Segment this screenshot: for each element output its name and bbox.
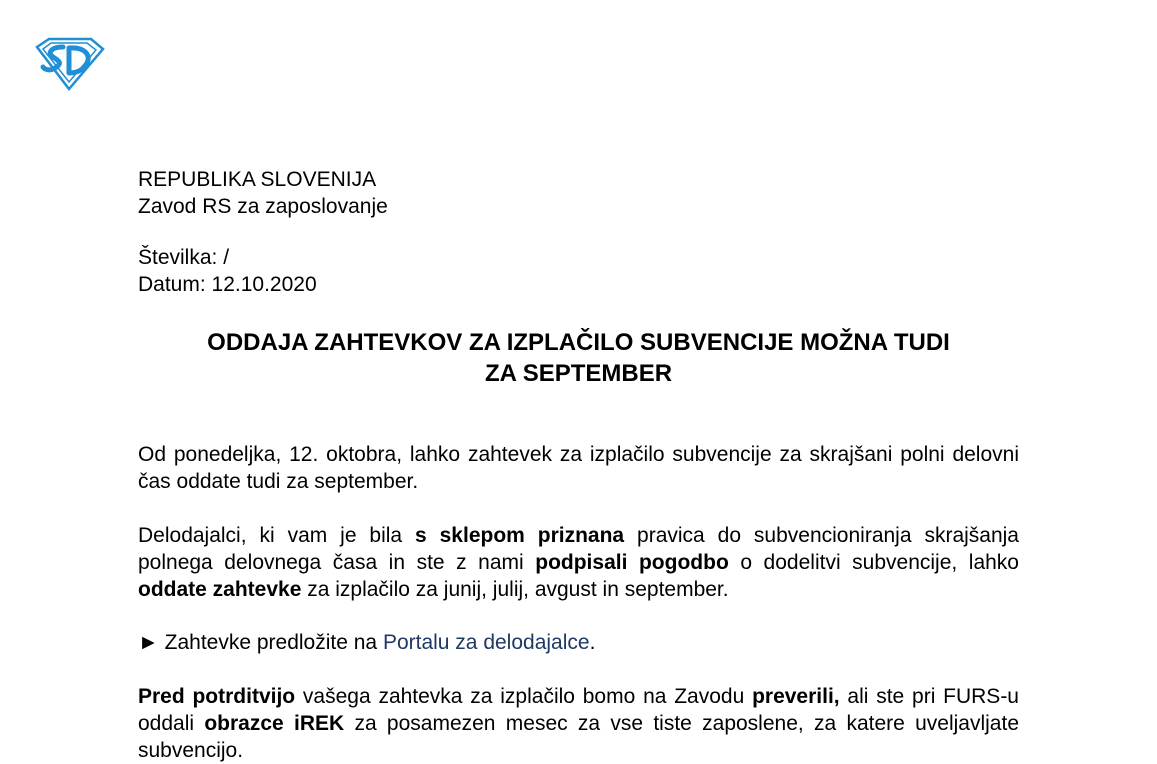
p4-text3: za posamezen mesec za vse tiste zaposlene, za katere uveljavljate subvencijo. <box>138 712 1020 762</box>
p4-bold3: obrazce iREK <box>204 712 345 735</box>
document-number <box>138 244 317 271</box>
bullet-arrow-icon: ► <box>138 631 159 654</box>
p2-text4: za izplačilo za junij, julij, avgust in september. <box>301 578 729 601</box>
p2-text2: pravica do subvencioniranja skrajšanja polnega delovnega časa in ste z nami <box>138 524 1019 574</box>
p3-end: . <box>589 631 596 654</box>
document-meta <box>138 244 317 298</box>
p4-text2: ali ste pri FURS-u oddali <box>138 685 1019 735</box>
paragraph-verification <box>138 683 1019 764</box>
organization-header <box>138 166 388 220</box>
title-line1: ODDAJA ZAHTEVKOV ZA IZPLAČILO SUBVENCIJE MOŽNA TUDI <box>207 329 950 356</box>
p2-bold3: oddate zahtevke <box>138 578 302 601</box>
p2-text1: Delodajalci, ki vam je bila <box>138 524 416 547</box>
document-date <box>138 271 317 298</box>
number-label: Številka: <box>138 246 218 269</box>
p3-text: Zahtevke predložite na <box>158 631 383 654</box>
title-line2: ZA SEPTEMBER <box>484 360 673 387</box>
p4-bold2: preverili, <box>752 685 840 708</box>
org-name-line2: Zavod RS za zaposlovanje <box>138 195 388 218</box>
document-title <box>138 327 1019 389</box>
p2-text3: o dodelitvi subvencije, lahko <box>728 551 1019 574</box>
paragraph-employers <box>138 522 1019 603</box>
paragraph-intro: Od ponedeljka, 12. oktobra, lahko zahtevek za izplačilo subvencije za skrajšani polni delovni čas oddate tudi za september. <box>138 443 1019 493</box>
zrsz-logo-icon <box>33 37 105 91</box>
paragraph-portal <box>138 629 1019 656</box>
p2-bold1: s sklepom priznana <box>415 524 625 547</box>
date-value: 12.10.2020 <box>211 273 317 296</box>
p2-bold2: podpisali pogodbo <box>535 551 729 574</box>
p4-text1: vašega zahtevka za izplačilo bomo na Zavodu <box>295 685 753 708</box>
number-value: / <box>223 246 230 269</box>
date-label: Datum: <box>138 273 206 296</box>
p4-bold1: Pred potrditvijo <box>138 685 296 708</box>
org-name-line1: REPUBLIKA SLOVENIJA <box>138 168 377 191</box>
portal-link[interactable]: Portalu za delodajalce <box>382 631 590 654</box>
